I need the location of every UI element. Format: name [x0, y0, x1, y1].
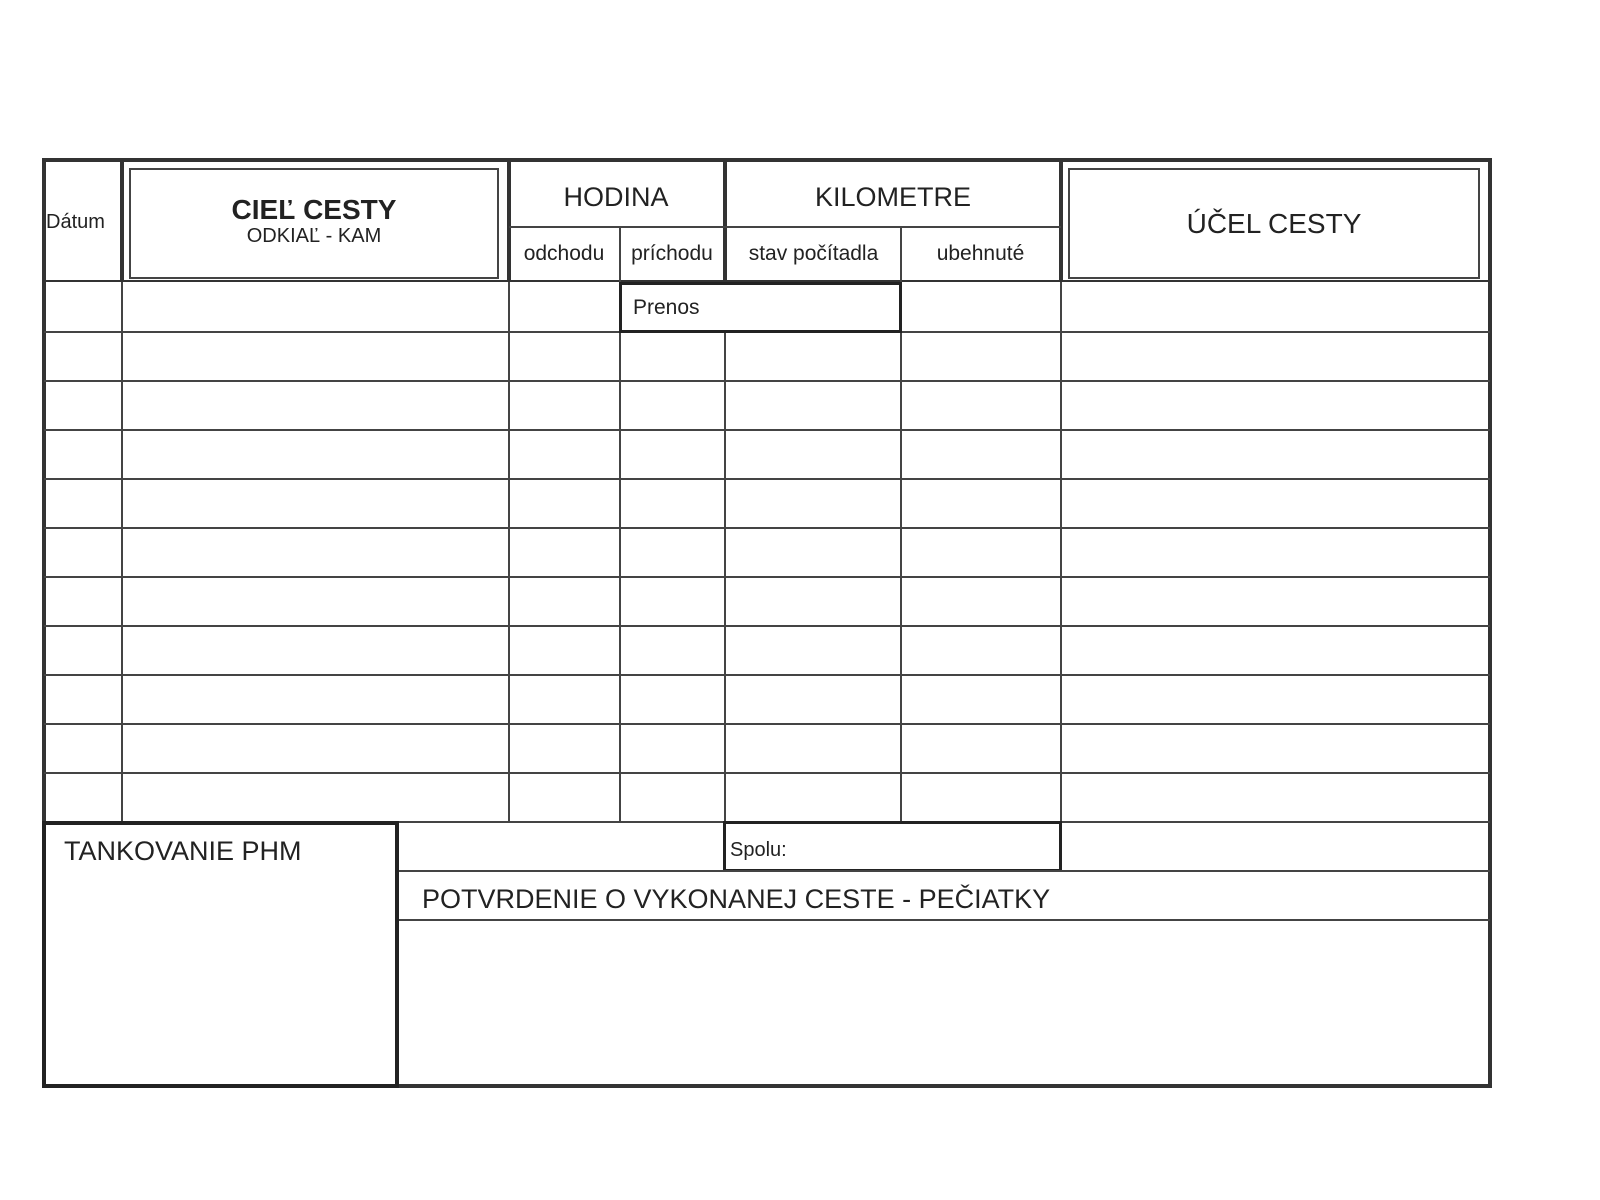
ucel-cell[interactable] — [1062, 723, 1488, 770]
prichodu-cell[interactable] — [621, 772, 724, 819]
peciatky-area[interactable] — [399, 921, 1488, 1084]
ubehnute-cell[interactable] — [902, 674, 1060, 721]
frame-top — [42, 158, 1492, 162]
ucel-title: ÚČEL CESTY — [1186, 208, 1362, 239]
ciel-title: CIEĽ CESTY — [231, 194, 397, 225]
odchodu-cell[interactable] — [510, 282, 619, 329]
datum-cell[interactable] — [46, 527, 121, 574]
odchodu-cell[interactable] — [510, 723, 619, 770]
datum-cell[interactable] — [46, 772, 121, 819]
ubehnute-cell[interactable] — [902, 331, 1060, 378]
ucel-cell[interactable] — [1062, 625, 1488, 672]
ciel-cell[interactable] — [123, 380, 508, 427]
frame-right — [1488, 158, 1492, 1088]
prichodu-cell[interactable] — [621, 331, 724, 378]
datum-cell[interactable] — [46, 478, 121, 525]
stav-cell[interactable] — [726, 625, 900, 672]
odchodu-cell[interactable] — [510, 429, 619, 476]
prichodu-cell[interactable] — [621, 478, 724, 525]
ucel-cell[interactable] — [1062, 429, 1488, 476]
ciel-subtitle: ODKIAĽ - KAM — [246, 225, 382, 247]
tankovanie-label: TANKOVANIE PHM — [64, 836, 302, 866]
prichodu-cell[interactable] — [621, 576, 724, 623]
ciel-cell[interactable] — [123, 625, 508, 672]
spolu-value[interactable] — [800, 824, 1058, 869]
datum-cell[interactable] — [46, 282, 121, 329]
footer-ucel-cell[interactable] — [1062, 823, 1488, 870]
prichodu-cell[interactable] — [621, 723, 724, 770]
stav-cell[interactable] — [726, 576, 900, 623]
stav-cell[interactable] — [726, 723, 900, 770]
ubehnute-cell[interactable] — [902, 429, 1060, 476]
prichodu-cell[interactable] — [621, 625, 724, 672]
ubehnute-cell[interactable] — [902, 723, 1060, 770]
ubehnute-cell[interactable] — [902, 772, 1060, 819]
odchodu-label: odchodu — [523, 242, 605, 265]
ubehnute-cell[interactable] — [902, 576, 1060, 623]
datum-cell[interactable] — [46, 625, 121, 672]
footer-left-blank[interactable] — [399, 823, 723, 870]
stav-cell[interactable] — [726, 331, 900, 378]
ucel-cell[interactable] — [1062, 527, 1488, 574]
ciel-cell[interactable] — [123, 723, 508, 770]
hodina-heading: HODINA — [563, 182, 669, 212]
odchodu-cell[interactable] — [510, 772, 619, 819]
stav-cell[interactable] — [726, 380, 900, 427]
datum-label: Dátum — [46, 211, 105, 233]
ubehnute-label: ubehnuté — [936, 242, 1025, 265]
header-sep-km — [1059, 158, 1063, 282]
header-sep-datum — [120, 158, 124, 282]
ucel-cell[interactable] — [1062, 576, 1488, 623]
odchodu-cell[interactable] — [510, 331, 619, 378]
ciel-cell[interactable] — [123, 674, 508, 721]
odchodu-cell[interactable] — [510, 625, 619, 672]
datum-cell[interactable] — [46, 576, 121, 623]
prichodu-label: príchodu — [631, 242, 713, 265]
ucel-cell[interactable] — [1062, 380, 1488, 427]
ucel-cell[interactable] — [1062, 282, 1488, 329]
ciel-cell[interactable] — [123, 527, 508, 574]
datum-cell[interactable] — [46, 723, 121, 770]
stav-cell[interactable] — [726, 772, 900, 819]
datum-cell[interactable] — [46, 380, 121, 427]
ciel-cell[interactable] — [123, 429, 508, 476]
tankovanie-area[interactable] — [46, 870, 395, 1084]
ciel-cell[interactable] — [123, 478, 508, 525]
ciel-cell[interactable] — [123, 331, 508, 378]
spolu-label: Spolu: — [730, 839, 787, 861]
ucel-cell[interactable] — [1062, 674, 1488, 721]
ubehnute-cell[interactable] — [902, 478, 1060, 525]
stav-pocitadla-label: stav počítadla — [748, 242, 879, 265]
ubehnute-cell[interactable] — [902, 380, 1060, 427]
stav-cell[interactable] — [726, 527, 900, 574]
datum-cell[interactable] — [46, 331, 121, 378]
ubehnute-cell[interactable] — [902, 527, 1060, 574]
prichodu-cell[interactable] — [621, 527, 724, 574]
prichodu-cell[interactable] — [621, 429, 724, 476]
prichodu-cell[interactable] — [621, 380, 724, 427]
odchodu-cell[interactable] — [510, 478, 619, 525]
ubehnute-cell[interactable] — [902, 282, 1060, 329]
datum-cell[interactable] — [46, 429, 121, 476]
ubehnute-cell[interactable] — [902, 625, 1060, 672]
stav-cell[interactable] — [726, 674, 900, 721]
potvrdenie-label: POTVRDENIE O VYKONANEJ CESTE - PEČIATKY — [422, 884, 1051, 914]
prenos-label: Prenos — [633, 296, 700, 319]
header-sub-line — [509, 226, 1061, 228]
ciel-cell[interactable] — [123, 282, 508, 329]
ucel-cell[interactable] — [1062, 331, 1488, 378]
stav-cell[interactable] — [726, 429, 900, 476]
ciel-cell[interactable] — [123, 576, 508, 623]
odchodu-cell[interactable] — [510, 380, 619, 427]
kilometre-heading: KILOMETRE — [814, 182, 972, 212]
ucel-cell[interactable] — [1062, 478, 1488, 525]
potvrdenie-top-line — [399, 870, 1490, 872]
ucel-cell[interactable] — [1062, 772, 1488, 819]
prichodu-cell[interactable] — [621, 674, 724, 721]
odchodu-cell[interactable] — [510, 527, 619, 574]
ciel-cell[interactable] — [123, 772, 508, 819]
datum-cell[interactable] — [46, 674, 121, 721]
stav-cell[interactable] — [726, 478, 900, 525]
odchodu-cell[interactable] — [510, 576, 619, 623]
odchodu-cell[interactable] — [510, 674, 619, 721]
